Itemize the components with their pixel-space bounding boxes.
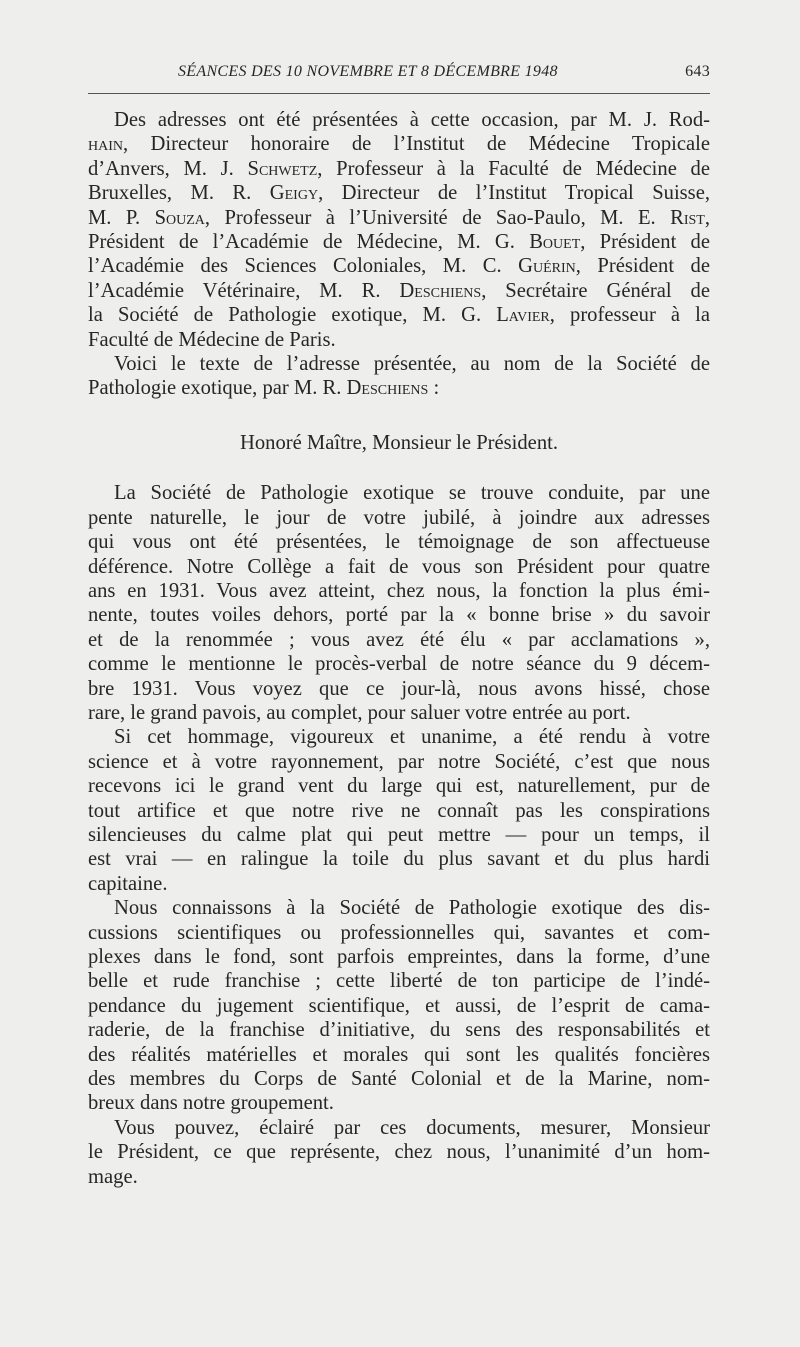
body-text bbox=[88, 108, 710, 1189]
text-line: comme le mentionne le procès-verbal de notre séance du 9 décem- bbox=[88, 653, 710, 676]
paragraph-society bbox=[88, 481, 710, 725]
text-line: M. P. Souza, Professeur à l’Université de Sao-Paulo, M. E. Rist, bbox=[88, 206, 711, 229]
text-line: cussions scientifiques ou professionnelles qui, savantes et com- bbox=[88, 921, 710, 944]
text-line: hain, Directeur honoraire de l’Institut de Médecine Tropicale bbox=[88, 133, 710, 156]
text-line: la Société de Pathologie exotique, M. G. Lavier, professeur à la bbox=[88, 304, 710, 327]
text-line: belle et rude franchise ; cette liberté de ton participe de l’indé- bbox=[88, 970, 710, 993]
text-line: silencieuses du calme plat qui peut mettre — pour un temps, il bbox=[88, 823, 710, 846]
text-line: bre 1931. Vous voyez que ce jour-là, nous avons hissé, chose bbox=[88, 677, 710, 700]
text-line: Des adresses ont été présentées à cette occasion, par M. J. Rod- bbox=[114, 109, 710, 131]
paragraph-closing bbox=[88, 1116, 710, 1189]
text-line: le Président, ce que représente, chez nous, l’unanimité d’un hom- bbox=[88, 1141, 710, 1164]
running-title: SÉANCES DES 10 NOVEMBRE ET 8 DÉCEMBRE 1948 bbox=[178, 63, 558, 80]
text-line: recevons ici le grand vent du large qui est, naturellement, pur de bbox=[88, 775, 710, 798]
text-line: mage. bbox=[88, 1165, 138, 1188]
text-line: Nous connaissons à la Société de Pathologie exotique des dis- bbox=[114, 897, 710, 920]
text-line: plexes dans le fond, sont parfois empreintes, dans la forme, d’une bbox=[88, 946, 710, 968]
text-line: ans en 1931. Vous avez atteint, chez nous, la fonction la plus émi- bbox=[88, 579, 710, 602]
salutation: Honoré Maître, Monsieur le Président. bbox=[240, 431, 558, 454]
text-line: Pathologie exotique, par M. R. Deschiens : bbox=[88, 377, 440, 400]
text-line: Bruxelles, M. R. Geigy, Directeur de l’Institut Tropical Suisse, bbox=[88, 182, 710, 205]
text-line: Vous pouvez, éclairé par ces documents, mesurer, Monsieur bbox=[114, 1116, 710, 1139]
text-line: pendance du jugement scientifique, et aussi, de l’esprit de cama- bbox=[88, 994, 710, 1017]
text-line: l’Académie des Sciences Coloniales, M. C. Guérin, Président de bbox=[88, 255, 710, 278]
page-number: 643 bbox=[685, 63, 710, 80]
text-line: Faculté de Médecine de Paris. bbox=[88, 328, 336, 351]
text-line: déférence. Notre Collège a fait de vous son Président pour quatre bbox=[88, 555, 710, 578]
paragraph-addresses bbox=[88, 108, 710, 352]
text-line: La Société de Pathologie exotique se trouve conduite, par une bbox=[114, 482, 710, 505]
paragraph-intro bbox=[88, 352, 710, 401]
paragraph-hommage bbox=[88, 725, 710, 896]
text-line: capitaine. bbox=[88, 872, 168, 895]
text-line: science et à votre rayonnement, par notre Société, c’est que nous bbox=[88, 750, 710, 773]
text-line: et de la renommée ; vous avez été élu « par acclamations », bbox=[88, 628, 710, 651]
paragraph-discussions bbox=[88, 896, 710, 1116]
text-line: des réalités matérielles et morales qui sont les qualités foncières bbox=[88, 1043, 710, 1066]
text-line: est vrai — en ralingue la toile du plus savant et du plus hardi bbox=[88, 848, 710, 871]
text-line: rare, le grand pavois, au complet, pour saluer votre entrée au port. bbox=[88, 701, 631, 724]
text-line: nente, toutes voiles dehors, porté par la « bonne brise » du savoir bbox=[88, 604, 710, 627]
text-line: d’Anvers, M. J. Schwetz, Professeur à la Faculté de Médecine de bbox=[88, 157, 710, 180]
text-line: pente naturelle, le jour de votre jubilé, à joindre aux adresses bbox=[88, 506, 710, 529]
text-line: breux dans notre groupement. bbox=[88, 1092, 334, 1115]
text-line: raderie, de la franchise d’initiative, du sens des responsabilités et bbox=[88, 1019, 710, 1042]
text-line: tout artifice et que notre rive ne connaît pas les conspirations bbox=[88, 799, 710, 822]
text-line: qui vous ont été présentées, le témoignage de son affectueuse bbox=[88, 531, 710, 554]
text-line: Président de l’Académie de Médecine, M. G. Bouet, Président de bbox=[88, 231, 710, 254]
header-rule bbox=[88, 93, 710, 94]
text-line: Voici le texte de l’adresse présentée, au nom de la Société de bbox=[114, 353, 710, 376]
text-line: Si cet hommage, vigoureux et unanime, a été rendu à votre bbox=[114, 726, 710, 749]
text-line: l’Académie Vétérinaire, M. R. Deschiens, Secrétaire Général de bbox=[88, 279, 710, 302]
text-line: des membres du Corps de Santé Colonial et de la Marine, nom- bbox=[88, 1068, 710, 1091]
